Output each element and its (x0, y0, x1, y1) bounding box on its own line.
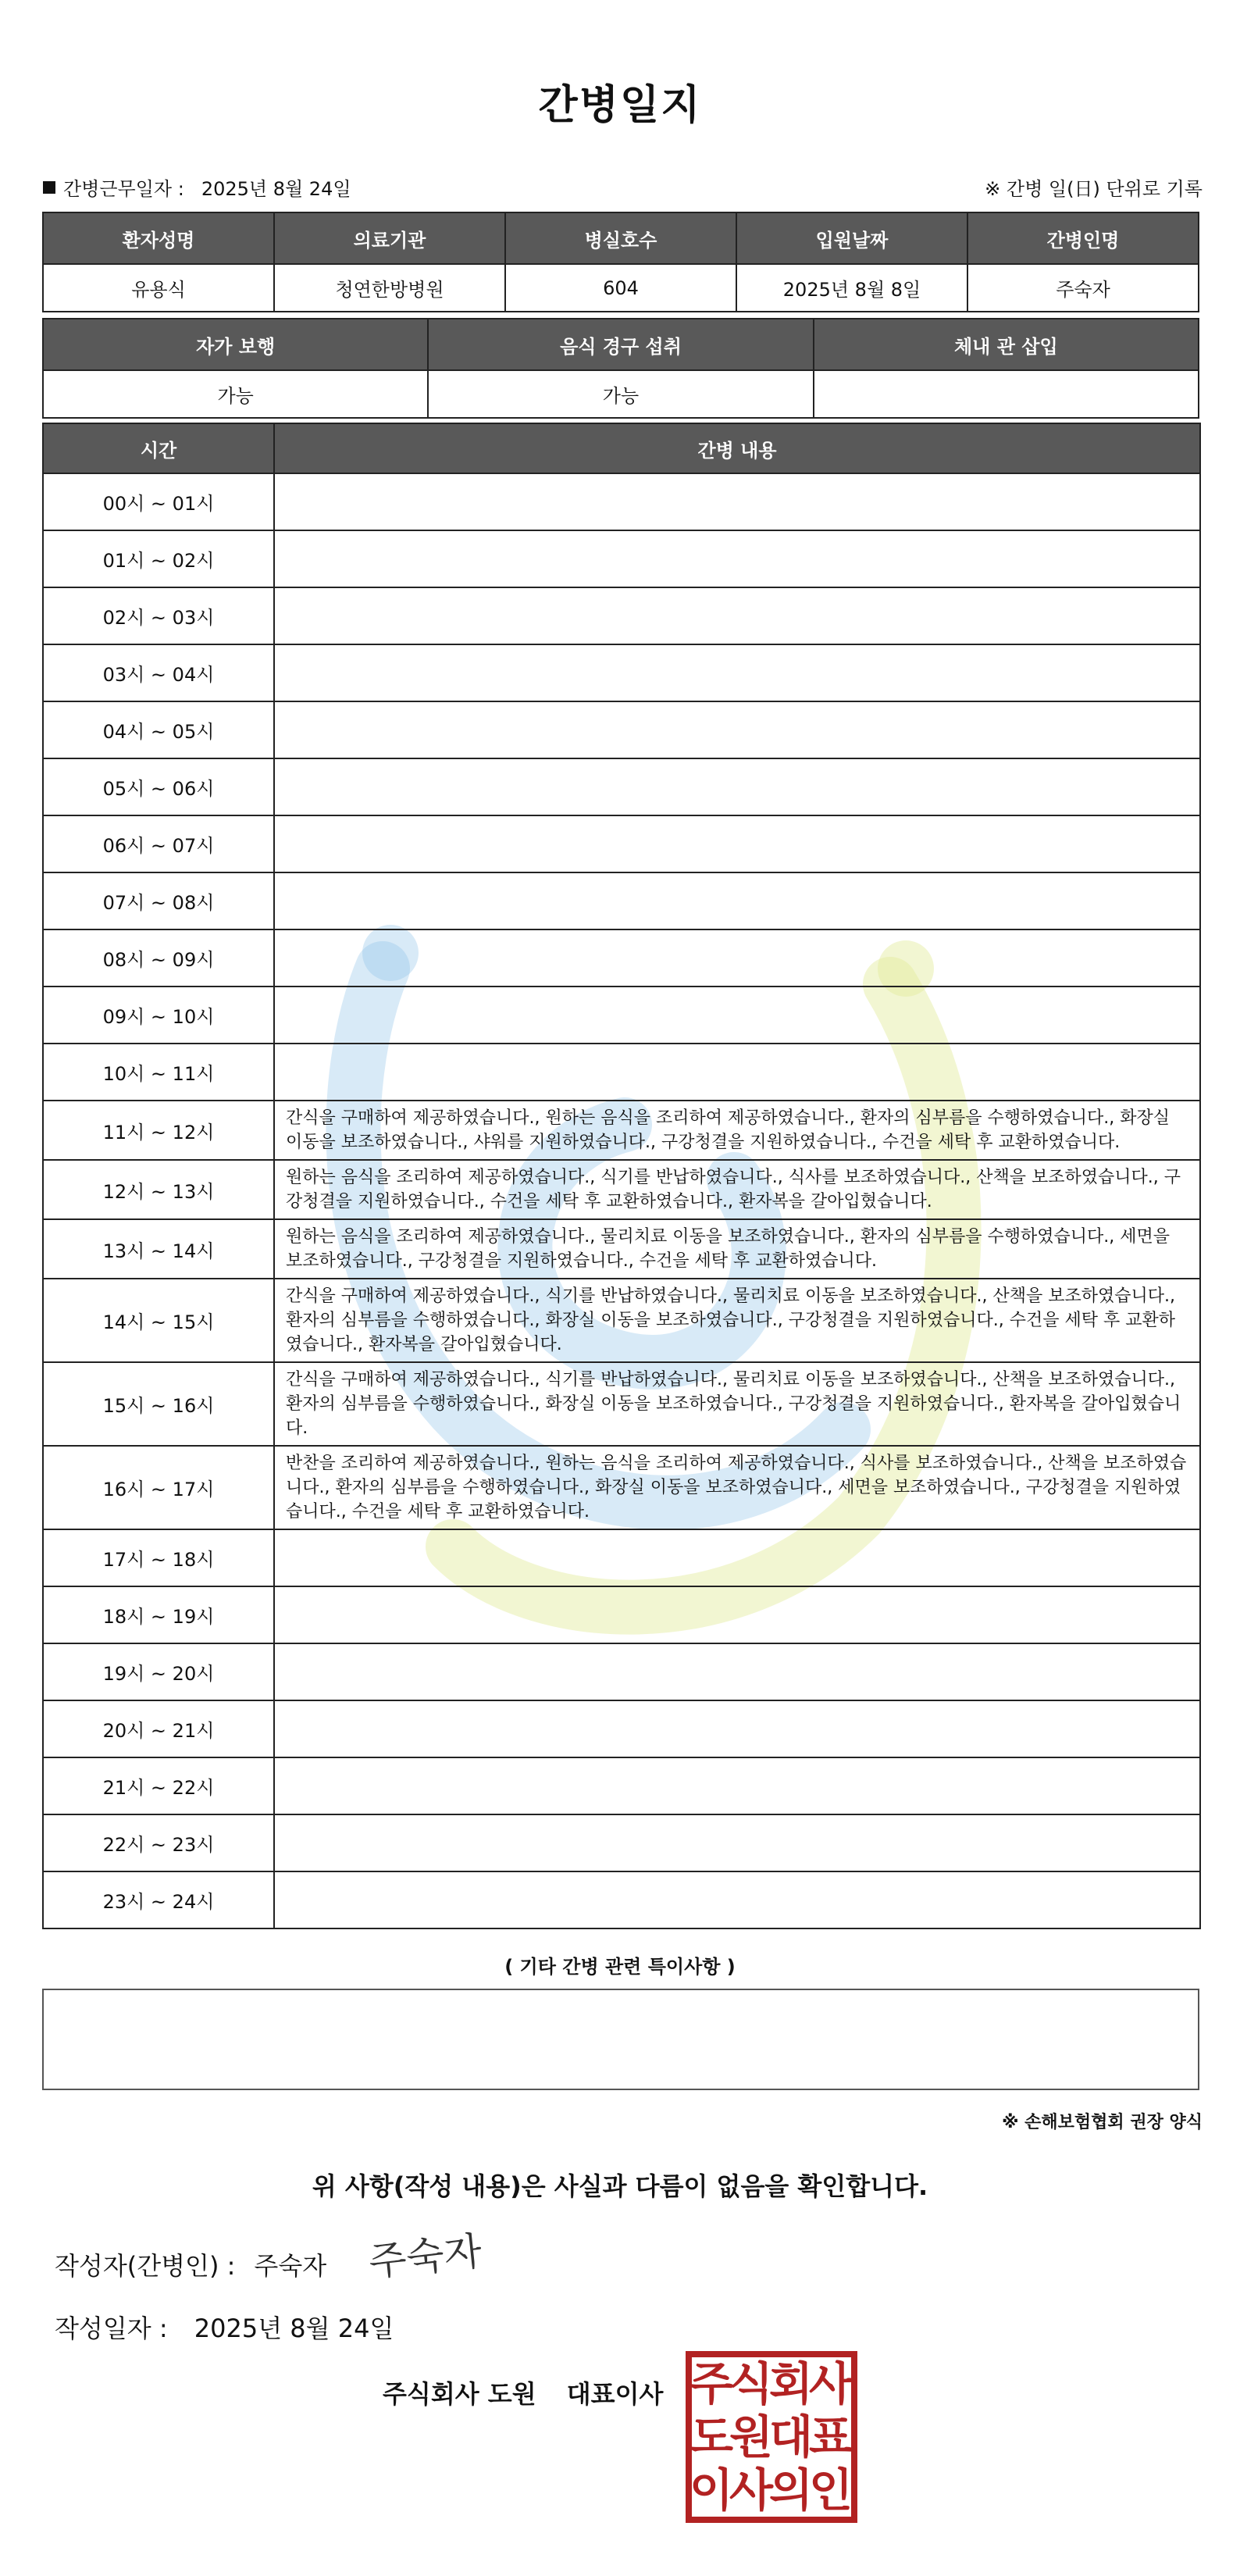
table-row (43, 815, 1200, 872)
table-row (43, 987, 1200, 1044)
written-date-value: 2025년 8월 24일 (194, 2314, 394, 2343)
stamp-char: 표 (808, 2410, 853, 2464)
header-hospital: 의료기관 (274, 212, 505, 264)
patient-status-table (42, 318, 1199, 419)
log-time: 10시 ~ 11시 (43, 1044, 274, 1101)
header-caregiver: 간병인명 (967, 212, 1199, 264)
log-content: 간식을 구매하여 제공하였습니다., 원하는 음식을 조리하여 제공하였습니다., 환자의 심부름을 수행하였습니다., 화장실 이동을 보조하였습니다., 샤워를 지원하였습니다., 구강청결을 지원하였습니다., 수건을 세탁 후 교환하였습니다. (274, 1101, 1200, 1160)
log-content (274, 872, 1200, 929)
log-time: 08시 ~ 09시 (43, 929, 274, 987)
table-row (43, 1529, 1200, 1586)
oral-intake-value: 가능 (428, 370, 813, 418)
log-content (274, 530, 1200, 587)
stamp-char: 인 (808, 2464, 853, 2517)
log-time: 17시 ~ 18시 (43, 1529, 274, 1586)
log-time: 05시 ~ 06시 (43, 758, 274, 815)
header-oral-intake: 음식 경구 섭취 (428, 319, 813, 370)
table-row (43, 1871, 1200, 1928)
log-content (274, 1757, 1200, 1814)
stamp-char: 이 (689, 2464, 734, 2517)
notes-box (42, 1989, 1199, 2090)
company-name: 주식회사 도원 (383, 2379, 536, 2409)
notes-title: ( 기타 간병 관련 특이사항 ) (504, 1956, 736, 1978)
log-time: 21시 ~ 22시 (43, 1757, 274, 1814)
log-time: 03시 ~ 04시 (43, 644, 274, 701)
square-bullet-icon (43, 181, 55, 194)
log-content: 간식을 구매하여 제공하였습니다., 식기를 반납하였습니다., 물리치료 이동을 보조하였습니다., 산책을 보조하였습니다., 환자의 심부름을 수행하였습니다., 화장실 이동을 보조하였습니다., 구강청결을 지원하였습니다., 수건을 세탁 후 교환하였습니다., 환자복을 갈아입혔습니다. (274, 1279, 1200, 1362)
log-time: 07시 ~ 08시 (43, 872, 274, 929)
log-time: 11시 ~ 12시 (43, 1101, 274, 1160)
log-content (274, 929, 1200, 987)
signature-text: 주숙자 (366, 2228, 484, 2285)
log-content (274, 587, 1200, 644)
log-time: 06시 ~ 07시 (43, 815, 274, 872)
tube-insertion-value (814, 370, 1199, 418)
table-row (43, 587, 1200, 644)
table-row (43, 1101, 1200, 1160)
table-row (43, 1700, 1200, 1757)
header-time: 시간 (43, 423, 274, 473)
log-content: 원하는 음식을 조리하여 제공하였습니다., 물리치료 이동을 보조하였습니다., 환자의 심부름을 수행하였습니다., 세면을 보조하였습니다., 구강청결을 지원하였습니다., 수건을 세탁 후 교환하였습니다. (274, 1219, 1200, 1279)
header-room: 병실호수 (505, 212, 736, 264)
log-time: 04시 ~ 05시 (43, 701, 274, 758)
log-content (274, 473, 1200, 530)
page-title: 간병일지 (538, 82, 702, 129)
header-tube-insertion: 체내 관 삽입 (814, 319, 1199, 370)
confirmation-text: 위 사항(작성 내용)은 사실과 다름이 없음을 확인합니다. (312, 2171, 928, 2201)
log-time: 23시 ~ 24시 (43, 1871, 274, 1928)
log-content (274, 1871, 1200, 1928)
log-content (274, 1529, 1200, 1586)
table-row (43, 929, 1200, 987)
table-row (43, 1643, 1200, 1700)
patient-info-table (42, 212, 1199, 312)
written-date-line (55, 2309, 394, 2345)
log-time: 22시 ~ 23시 (43, 1814, 274, 1871)
log-time: 20시 ~ 21시 (43, 1700, 274, 1757)
log-content: 간식을 구매하여 제공하였습니다., 식기를 반납하였습니다., 물리치료 이동을 보조하였습니다., 산책을 보조하였습니다., 환자의 심부름을 수행하였습니다., 화장실 이동을 보조하였습니다., 구강청결을 지원하였습니다., 환자복을 갈아입혔습니다. (274, 1362, 1200, 1446)
room-number: 604 (505, 264, 736, 312)
log-time: 14시 ~ 15시 (43, 1279, 274, 1362)
log-time: 18시 ~ 19시 (43, 1586, 274, 1643)
log-time: 16시 ~ 17시 (43, 1446, 274, 1529)
table-row (43, 701, 1200, 758)
log-time: 12시 ~ 13시 (43, 1160, 274, 1219)
table-row (43, 1362, 1200, 1446)
table-row (43, 1160, 1200, 1219)
care-log-table (42, 423, 1201, 1929)
hospital-name: 청연한방병원 (274, 264, 505, 312)
footnote: ※ 손해보험협회 권장 양식 (1002, 2113, 1203, 2132)
admission-date: 2025년 8월 8일 (736, 264, 967, 312)
log-time: 09시 ~ 10시 (43, 987, 274, 1044)
log-content (274, 815, 1200, 872)
log-content (274, 701, 1200, 758)
header-care-content: 간병 내용 (274, 423, 1200, 473)
self-walking-value: 가능 (43, 370, 428, 418)
stamp-char: 사 (729, 2464, 774, 2517)
table-row (43, 1219, 1200, 1279)
signature (364, 2225, 497, 2287)
table-row (43, 872, 1200, 929)
writer-line (55, 2246, 326, 2282)
caregiver-name: 주숙자 (967, 264, 1199, 312)
stamp-char: 도 (689, 2410, 734, 2464)
header-patient-name: 환자성명 (43, 212, 274, 264)
header-admission-date: 입원날짜 (736, 212, 967, 264)
log-time: 13시 ~ 14시 (43, 1219, 274, 1279)
log-content (274, 1044, 1200, 1101)
patient-name: 유용식 (43, 264, 274, 312)
stamp-char: 대 (768, 2410, 814, 2464)
log-time: 02시 ~ 03시 (43, 587, 274, 644)
table-row (43, 644, 1200, 701)
writer-label: 작성자(간병인) : (55, 2251, 236, 2281)
table-row (43, 1814, 1200, 1871)
stamp-char: 원 (729, 2410, 774, 2464)
table-row (43, 530, 1200, 587)
work-date-value: 2025년 8월 24일 (201, 178, 351, 200)
unit-note: ※ 간병 일(日) 단위로 기록 (985, 178, 1203, 200)
log-content (274, 1700, 1200, 1757)
company-rep: 대표이사 (566, 2379, 664, 2409)
table-row (43, 1586, 1200, 1643)
table-row (43, 473, 1200, 530)
stamp-char: 주 (689, 2357, 734, 2410)
table-row (43, 758, 1200, 815)
work-date-label: 간병근무일자 : (63, 178, 184, 200)
log-time: 00시 ~ 01시 (43, 473, 274, 530)
log-content (274, 1643, 1200, 1700)
log-content (274, 1814, 1200, 1871)
stamp-char: 의 (768, 2464, 814, 2517)
log-content (274, 644, 1200, 701)
table-row (43, 1044, 1200, 1101)
work-date (43, 173, 351, 201)
log-content (274, 758, 1200, 815)
log-content: 반찬을 조리하여 제공하였습니다., 원하는 음식을 조리하여 제공하였습니다., 식사를 보조하였습니다., 산책을 보조하였습니다., 환자의 심부름을 수행하였습니다., 화장실 이동을 보조하였습니다., 세면을 보조하였습니다., 구강청결을 지원하였습니다., 수건을 세탁 후 교환하였습니다. (274, 1446, 1200, 1529)
stamp-char: 회 (768, 2357, 814, 2410)
writer-name: 주숙자 (254, 2251, 327, 2281)
log-content (274, 987, 1200, 1044)
written-date-label: 작성일자 : (55, 2314, 168, 2343)
stamp-char: 식 (729, 2357, 774, 2410)
table-row (43, 1446, 1200, 1529)
log-time: 19시 ~ 20시 (43, 1643, 274, 1700)
log-time: 15시 ~ 16시 (43, 1362, 274, 1446)
table-row (43, 1279, 1200, 1362)
header-self-walking: 자가 보행 (43, 319, 428, 370)
stamp-char: 사 (808, 2357, 853, 2410)
table-row (43, 1757, 1200, 1814)
company-seal-stamp (684, 2349, 859, 2524)
company-line (383, 2374, 663, 2410)
log-content (274, 1586, 1200, 1643)
log-content: 원하는 음식을 조리하여 제공하였습니다., 식기를 반납하였습니다., 식사를 보조하였습니다., 산책을 보조하였습니다., 구강청결을 지원하였습니다., 수건을 세탁 후 교환하였습니다., 환자복을 갈아입혔습니다. (274, 1160, 1200, 1219)
log-time: 01시 ~ 02시 (43, 530, 274, 587)
